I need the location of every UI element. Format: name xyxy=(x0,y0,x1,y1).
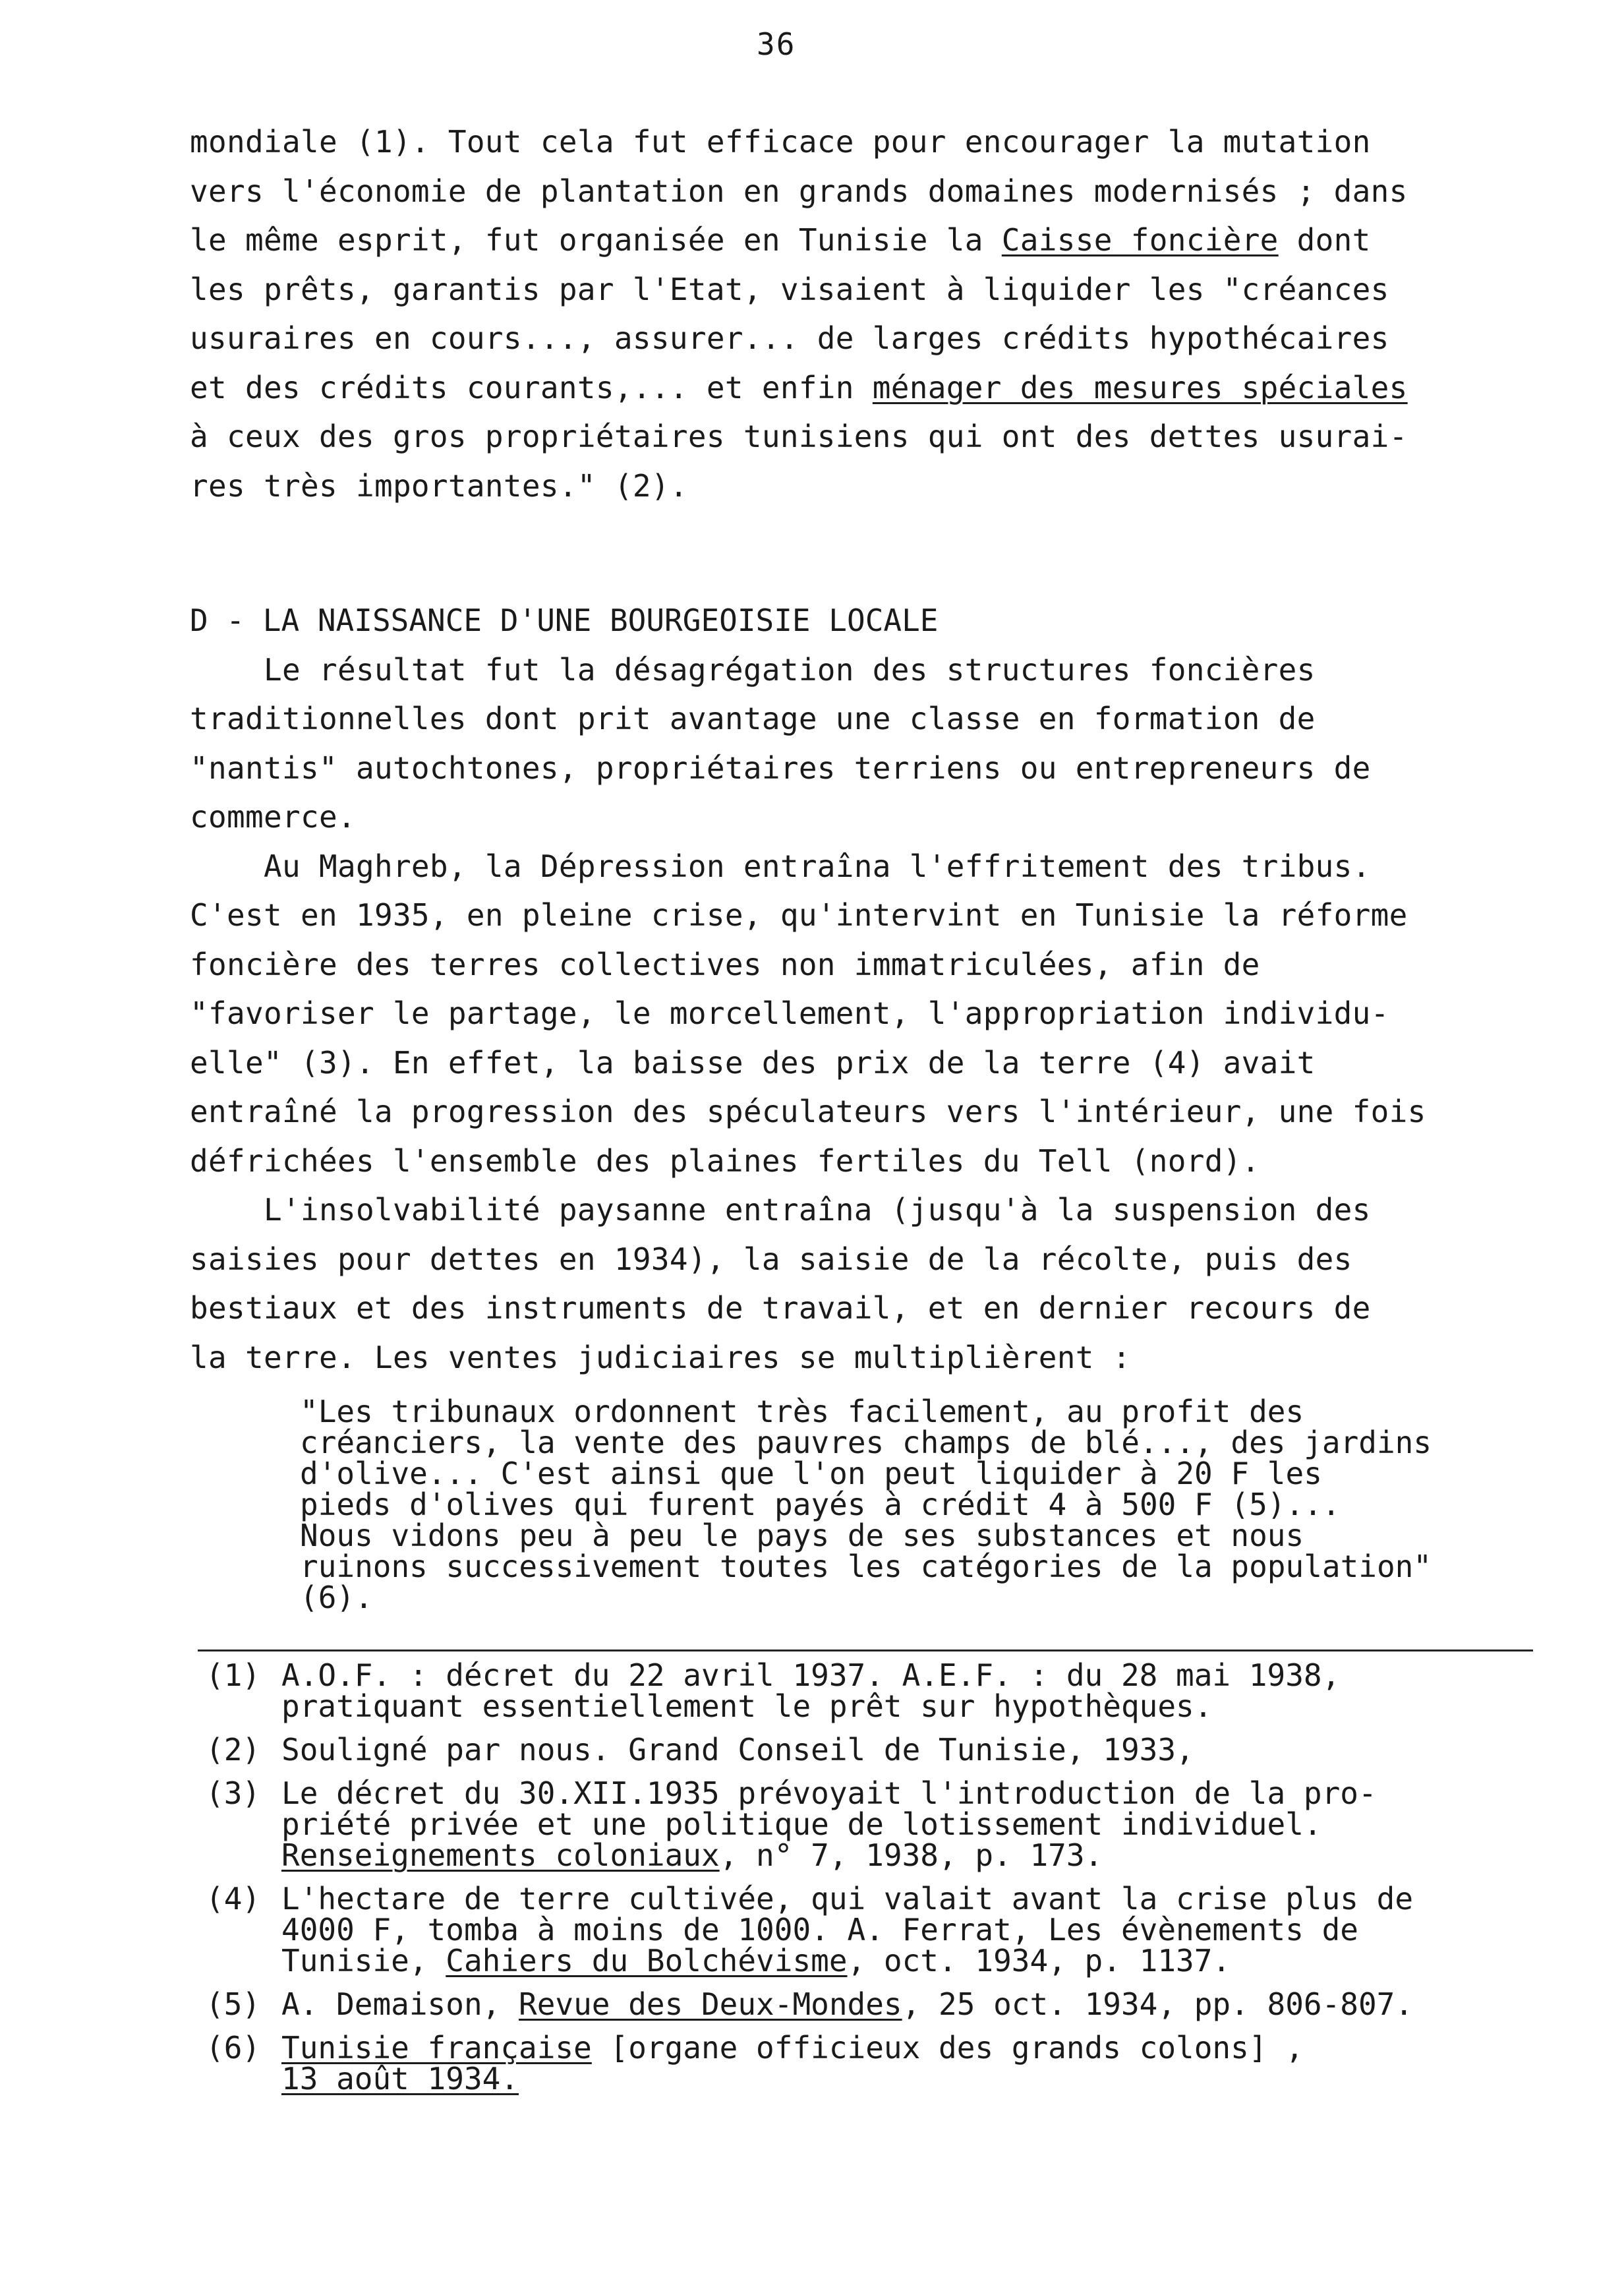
footnote xyxy=(206,1775,1557,1873)
footnote xyxy=(206,1732,1557,1768)
footnote-line: A.O.F. : décret du 22 avril 1937. A.E.F. : du 28 mai 1938, xyxy=(281,1657,1341,1693)
quote-line: pieds d'olives qui furent payés à crédit 4 à 500 F (5)... xyxy=(300,1487,1341,1522)
quote-line: Nous vidons peu à peu le pays de ses substances et nous xyxy=(300,1518,1304,1553)
text-line: mondiale (1). Tout cela fut efficace pour encourager la mutation xyxy=(190,124,1371,160)
quote-line: (6). xyxy=(300,1580,373,1615)
text-line: saisies pour dettes en 1934), la saisie de la récolte, puis des xyxy=(190,1241,1352,1277)
quote-line: créanciers, la vente des pauvres champs de blé..., des jardins xyxy=(300,1425,1432,1460)
footnote-line: Renseignements coloniaux, n° 7, 1938, p. 173. xyxy=(281,1837,1103,1873)
footnote-line: Le décret du 30.XII.1935 prévoyait l'introduction de la pro- xyxy=(281,1775,1377,1811)
footnote-line: priété privée et une politique de lotissement individuel. xyxy=(281,1806,1322,1842)
footnote-mark: (5) xyxy=(206,1986,261,2022)
quote-line: ruinons successivement toutes les catégories de la population" xyxy=(300,1549,1432,1584)
footnote-mark: (1) xyxy=(206,1657,261,1693)
footnote-mark: (3) xyxy=(206,1775,261,1811)
text-line: elle" (3). En effet, la baisse des prix de la terre (4) avait xyxy=(190,1044,1316,1081)
main-text xyxy=(190,117,1548,1382)
text-line: et des crédits courants,... et enfin ménager des mesures spéciales xyxy=(190,369,1408,405)
quote-line: d'olive... C'est ainsi que l'on peut liquider à 20 F les xyxy=(300,1456,1322,1491)
reference-title: Revue des Deux-Mondes xyxy=(519,1986,902,2022)
footnote-line: 4000 F, tomba à moins de 1000. A. Ferrat, Les évènements de xyxy=(281,1912,1358,1947)
underlined-caisse-fonciere: Caisse foncière xyxy=(1001,222,1279,258)
footnote-line: L'hectare de terre cultivée, qui valait avant la crise plus de xyxy=(281,1881,1414,1917)
footnote-line: Tunisie française [organe officieux des grands colons] , xyxy=(281,2030,1304,2066)
footnote xyxy=(206,1657,1557,1724)
reference-title: Renseignements coloniaux xyxy=(281,1837,720,1873)
text-line: les prêts, garantis par l'Etat, visaient à liquider les "créances xyxy=(190,271,1389,307)
underlined-menager: ménager des mesures spéciales xyxy=(872,369,1408,405)
text-line: traditionnelles dont prit avantage une classe en formation de xyxy=(190,701,1316,736)
footnote-mark: (2) xyxy=(206,1732,261,1768)
footnote-line: Souligné par nous. Grand Conseil de Tunisie, 1933, xyxy=(281,1732,1194,1768)
footnote xyxy=(206,2030,1557,2096)
footnote-mark: (6) xyxy=(206,2030,261,2066)
footnote xyxy=(206,1881,1557,1978)
footnote-separator xyxy=(198,1650,1533,1651)
page-number: 36 xyxy=(757,26,796,62)
text-line: foncière des terres collectives non immatriculées, afin de xyxy=(190,946,1260,982)
block-quote xyxy=(300,1396,1552,1613)
text-line: entraîné la progression des spéculateurs vers l'intérieur, une fois xyxy=(190,1094,1426,1129)
text-line: usuraires en cours..., assurer... de larges crédits hypothécaires xyxy=(190,320,1389,356)
quote-line: "Les tribunaux ordonnent très facilement, au profit des xyxy=(300,1394,1304,1429)
text-line: Au Maghreb, la Dépression entraîna l'effritement des tribus. xyxy=(190,848,1371,884)
text-line: "nantis" autochtones, propriétaires terriens ou entrepreneurs de xyxy=(190,750,1371,786)
text-line: bestiaux et des instruments de travail, et en dernier recours de xyxy=(190,1290,1371,1326)
text-line: vers l'économie de plantation en grands domaines modernisés ; dans xyxy=(190,173,1408,209)
reference-title: Cahiers du Bolchévisme xyxy=(446,1943,848,1978)
text-line: à ceux des gros propriétaires tunisiens qui ont des dettes usurai- xyxy=(190,419,1408,454)
reference-date: 13 août 1934. xyxy=(281,2061,519,2096)
text-line: L'insolvabilité paysanne entraîna (jusqu'à la suspension des xyxy=(190,1192,1371,1228)
footnote xyxy=(206,1986,1557,2022)
text-line: le même esprit, fut organisée en Tunisie la Caisse foncière dont xyxy=(190,222,1371,258)
footnote-line: A. Demaison, Revue des Deux-Mondes, 25 oct. 1934, pp. 806-807. xyxy=(281,1986,1414,2022)
text-line: la terre. Les ventes judiciaires se multiplièrent : xyxy=(190,1339,1131,1375)
text-line: res très importantes." (2). xyxy=(190,467,688,504)
reference-title: Tunisie française xyxy=(281,2030,592,2066)
text-line: C'est en 1935, en pleine crise, qu'intervint en Tunisie la réforme xyxy=(190,897,1408,933)
footnote-line: pratiquant essentiellement le prêt sur hypothèques. xyxy=(281,1688,1213,1724)
footnote-line xyxy=(281,2061,1557,2096)
footnote-mark: (4) xyxy=(206,1881,261,1917)
footnote-line: Tunisie, Cahiers du Bolchévisme, oct. 1934, p. 1137. xyxy=(281,1943,1231,1978)
footnotes xyxy=(206,1657,1557,2107)
text-line: "favoriser le partage, le morcellement, l'appropriation individu- xyxy=(190,996,1389,1031)
text-line: commerce. xyxy=(190,799,356,835)
text-line: défrichées l'ensemble des plaines fertiles du Tell (nord). xyxy=(190,1143,1260,1179)
section-heading: D - LA NAISSANCE D'UNE BOURGEOISIE LOCALE xyxy=(190,603,939,638)
text-line: Le résultat fut la désagrégation des structures foncières xyxy=(190,651,1316,688)
